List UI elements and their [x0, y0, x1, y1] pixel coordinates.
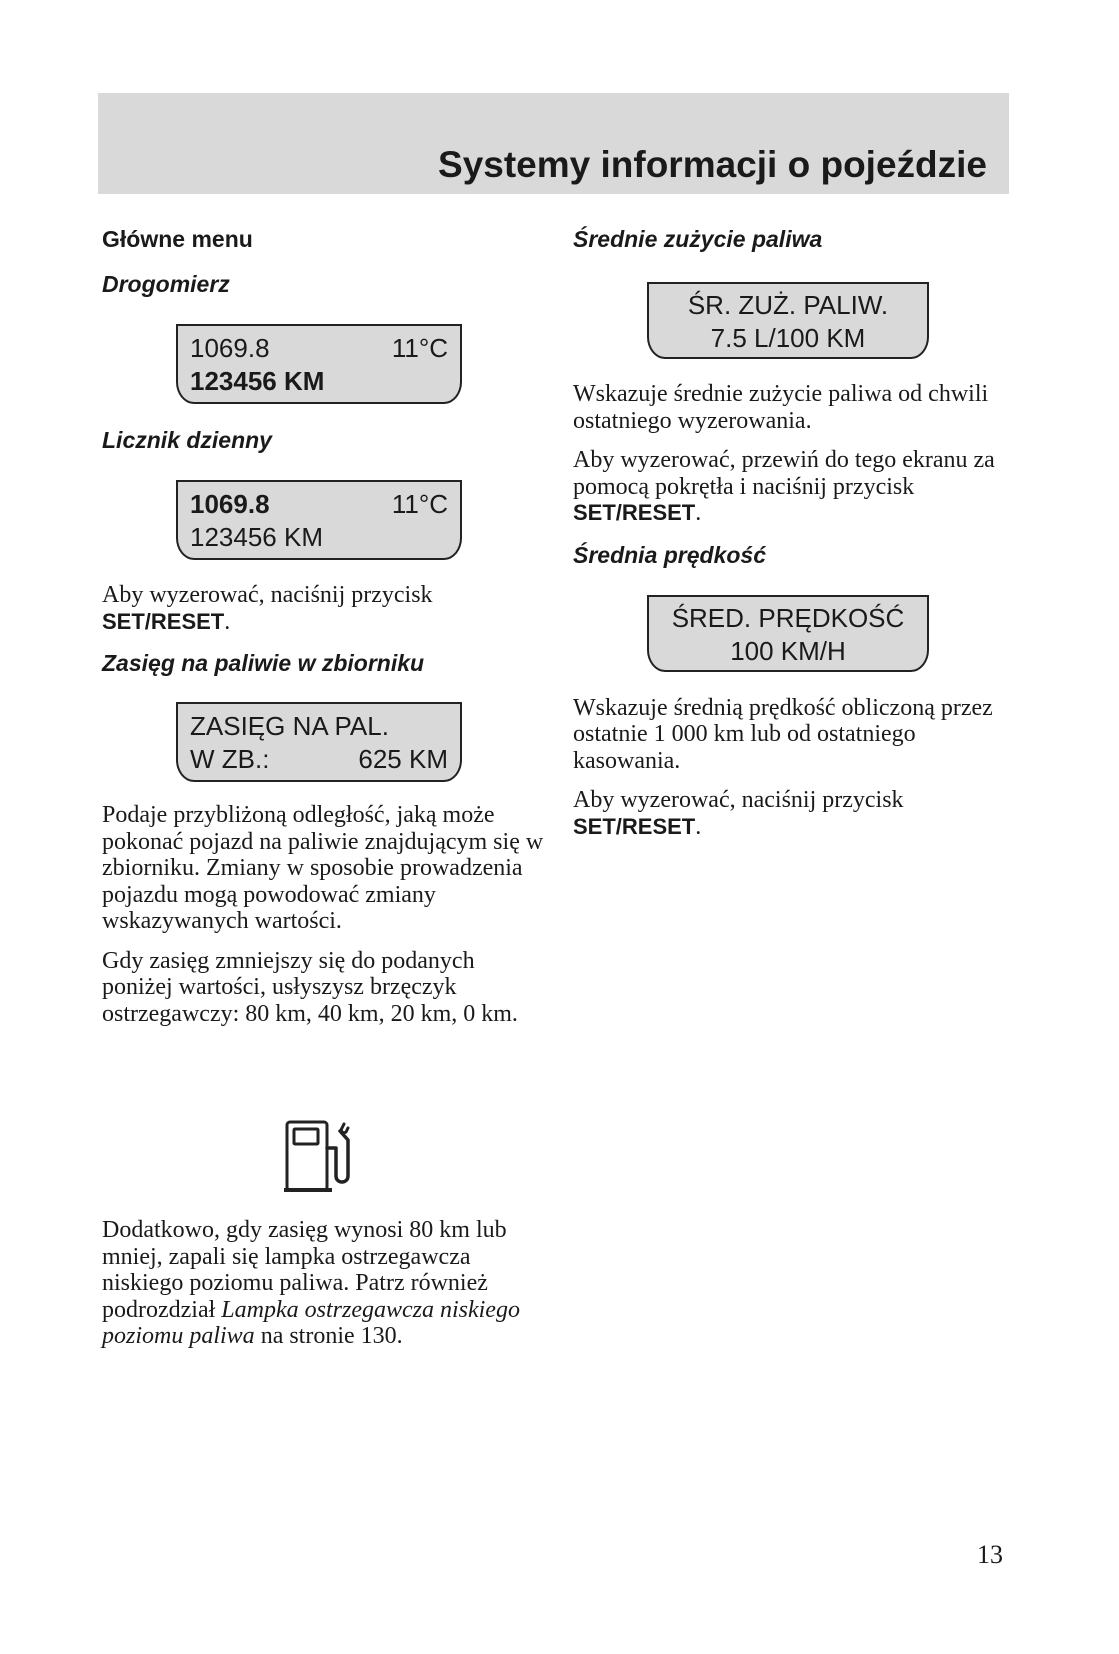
- trip-meter-reset-period: .: [224, 608, 231, 635]
- fuel-pump-icon: [284, 1118, 356, 1194]
- odometer-temp-value: 11°C: [391, 333, 448, 363]
- avg-speed-heading: Średnia prędkość: [573, 541, 767, 568]
- range-paragraph-3-italic: Lampka ostrzegawcza niskiego poziomu paliwa: [102, 1296, 520, 1349]
- avg-consumption-heading: Średnie zużycie paliwa: [573, 226, 823, 252]
- trip-meter-trip-value: 1069.8: [190, 489, 270, 519]
- range-paragraph-1: Podaje przybliżoną odległość, jaką może pokonać pojazd na paliwie znajdującym się w zbiorniku. Zmiany w sposobie prowadzenia pojazdu mogą powodować zmiany wskazywanych wartości.: [102, 802, 544, 934]
- trip-meter-reset-text: Aby wyzerować, naciśnij przycisk: [102, 582, 433, 608]
- range-paragraph-3-end: na stronie 130.: [254, 1323, 403, 1349]
- avg-consumption-reset-button-label: SET/RESET: [573, 500, 696, 525]
- left-column: [102, 220, 547, 1349]
- odometer-total-value: 123456 KM: [190, 366, 325, 396]
- right-column: [573, 220, 1013, 840]
- avg-speed-reset-period: .: [695, 813, 702, 840]
- range-paragraph-2: Gdy zasięg zmniejszy się do podanych poniżej wartości, usłyszysz brzęczyk ostrzegawczy: 80 km, 40 km, 20 km, 0 km.: [102, 947, 518, 1027]
- avg-consumption-line2: 7.5 L/100 KM: [710, 323, 866, 353]
- main-menu-heading: Główne menu: [102, 226, 253, 252]
- trip-meter-temp-value: 11°C: [391, 489, 448, 519]
- avg-speed-display: [647, 595, 929, 672]
- trip-meter-total-value: 123456 KM: [190, 522, 323, 552]
- odometer-heading: Drogomierz: [102, 271, 230, 297]
- range-paragraph-3-start: Dodatkowo, gdy zasięg wynosi 80 km lub mniej, zapali się lampka ostrzegawcza niskiego poziomu paliwa. Patrz również podrozdział: [102, 1217, 507, 1323]
- header-band: [98, 93, 1009, 194]
- page-title: Systemy informacji o pojeździe: [438, 144, 987, 185]
- range-line2-label: W ZB.:: [190, 744, 270, 774]
- avg-speed-reset-text: Aby wyzerować, naciśnij przycisk: [573, 787, 904, 813]
- range-display: [176, 702, 462, 782]
- avg-consumption-display: [647, 282, 929, 359]
- trip-meter-reset-button-label: SET/RESET: [102, 608, 225, 634]
- avg-speed-paragraph-2: [573, 787, 1013, 840]
- range-line2-value: 625 KM: [358, 744, 448, 774]
- avg-speed-line1: ŚRED. PRĘDKOŚĆ: [671, 602, 905, 633]
- trip-meter-display: [176, 480, 462, 560]
- trip-meter-reset-paragraph: [102, 582, 547, 635]
- trip-meter-heading: Licznik dzienny: [102, 427, 272, 453]
- avg-speed-paragraph-1: Wskazuje średnią prędkość obliczoną przez ostatnie 1 000 km lub od ostatniego kasowania.: [573, 694, 993, 774]
- avg-speed-reset-button-label: SET/RESET: [573, 813, 696, 839]
- odometer-trip-value: 1069.8: [190, 333, 270, 363]
- range-heading: Zasięg na paliwie w zbiorniku: [102, 650, 425, 676]
- avg-consumption-reset-text: Aby wyzerować, przewiń do tego ekranu za pomocą pokrętła i naciśnij przycisk: [573, 447, 995, 500]
- odometer-display: [176, 324, 462, 404]
- range-line1: ZASIĘG NA PAL.: [190, 711, 389, 741]
- avg-speed-line2: 100 KM/H: [730, 635, 846, 666]
- avg-consumption-paragraph-1: Wskazuje średnie zużycie paliwa od chwili ostatniego wyzerowania.: [573, 381, 989, 434]
- avg-consumption-paragraph-2: [573, 447, 1013, 527]
- page-number: 13: [977, 1540, 1003, 1569]
- range-paragraph-3: [102, 1217, 547, 1350]
- avg-consumption-reset-period: .: [695, 500, 702, 526]
- avg-consumption-line1: ŚR. ZUŻ. PALIW.: [687, 290, 889, 320]
